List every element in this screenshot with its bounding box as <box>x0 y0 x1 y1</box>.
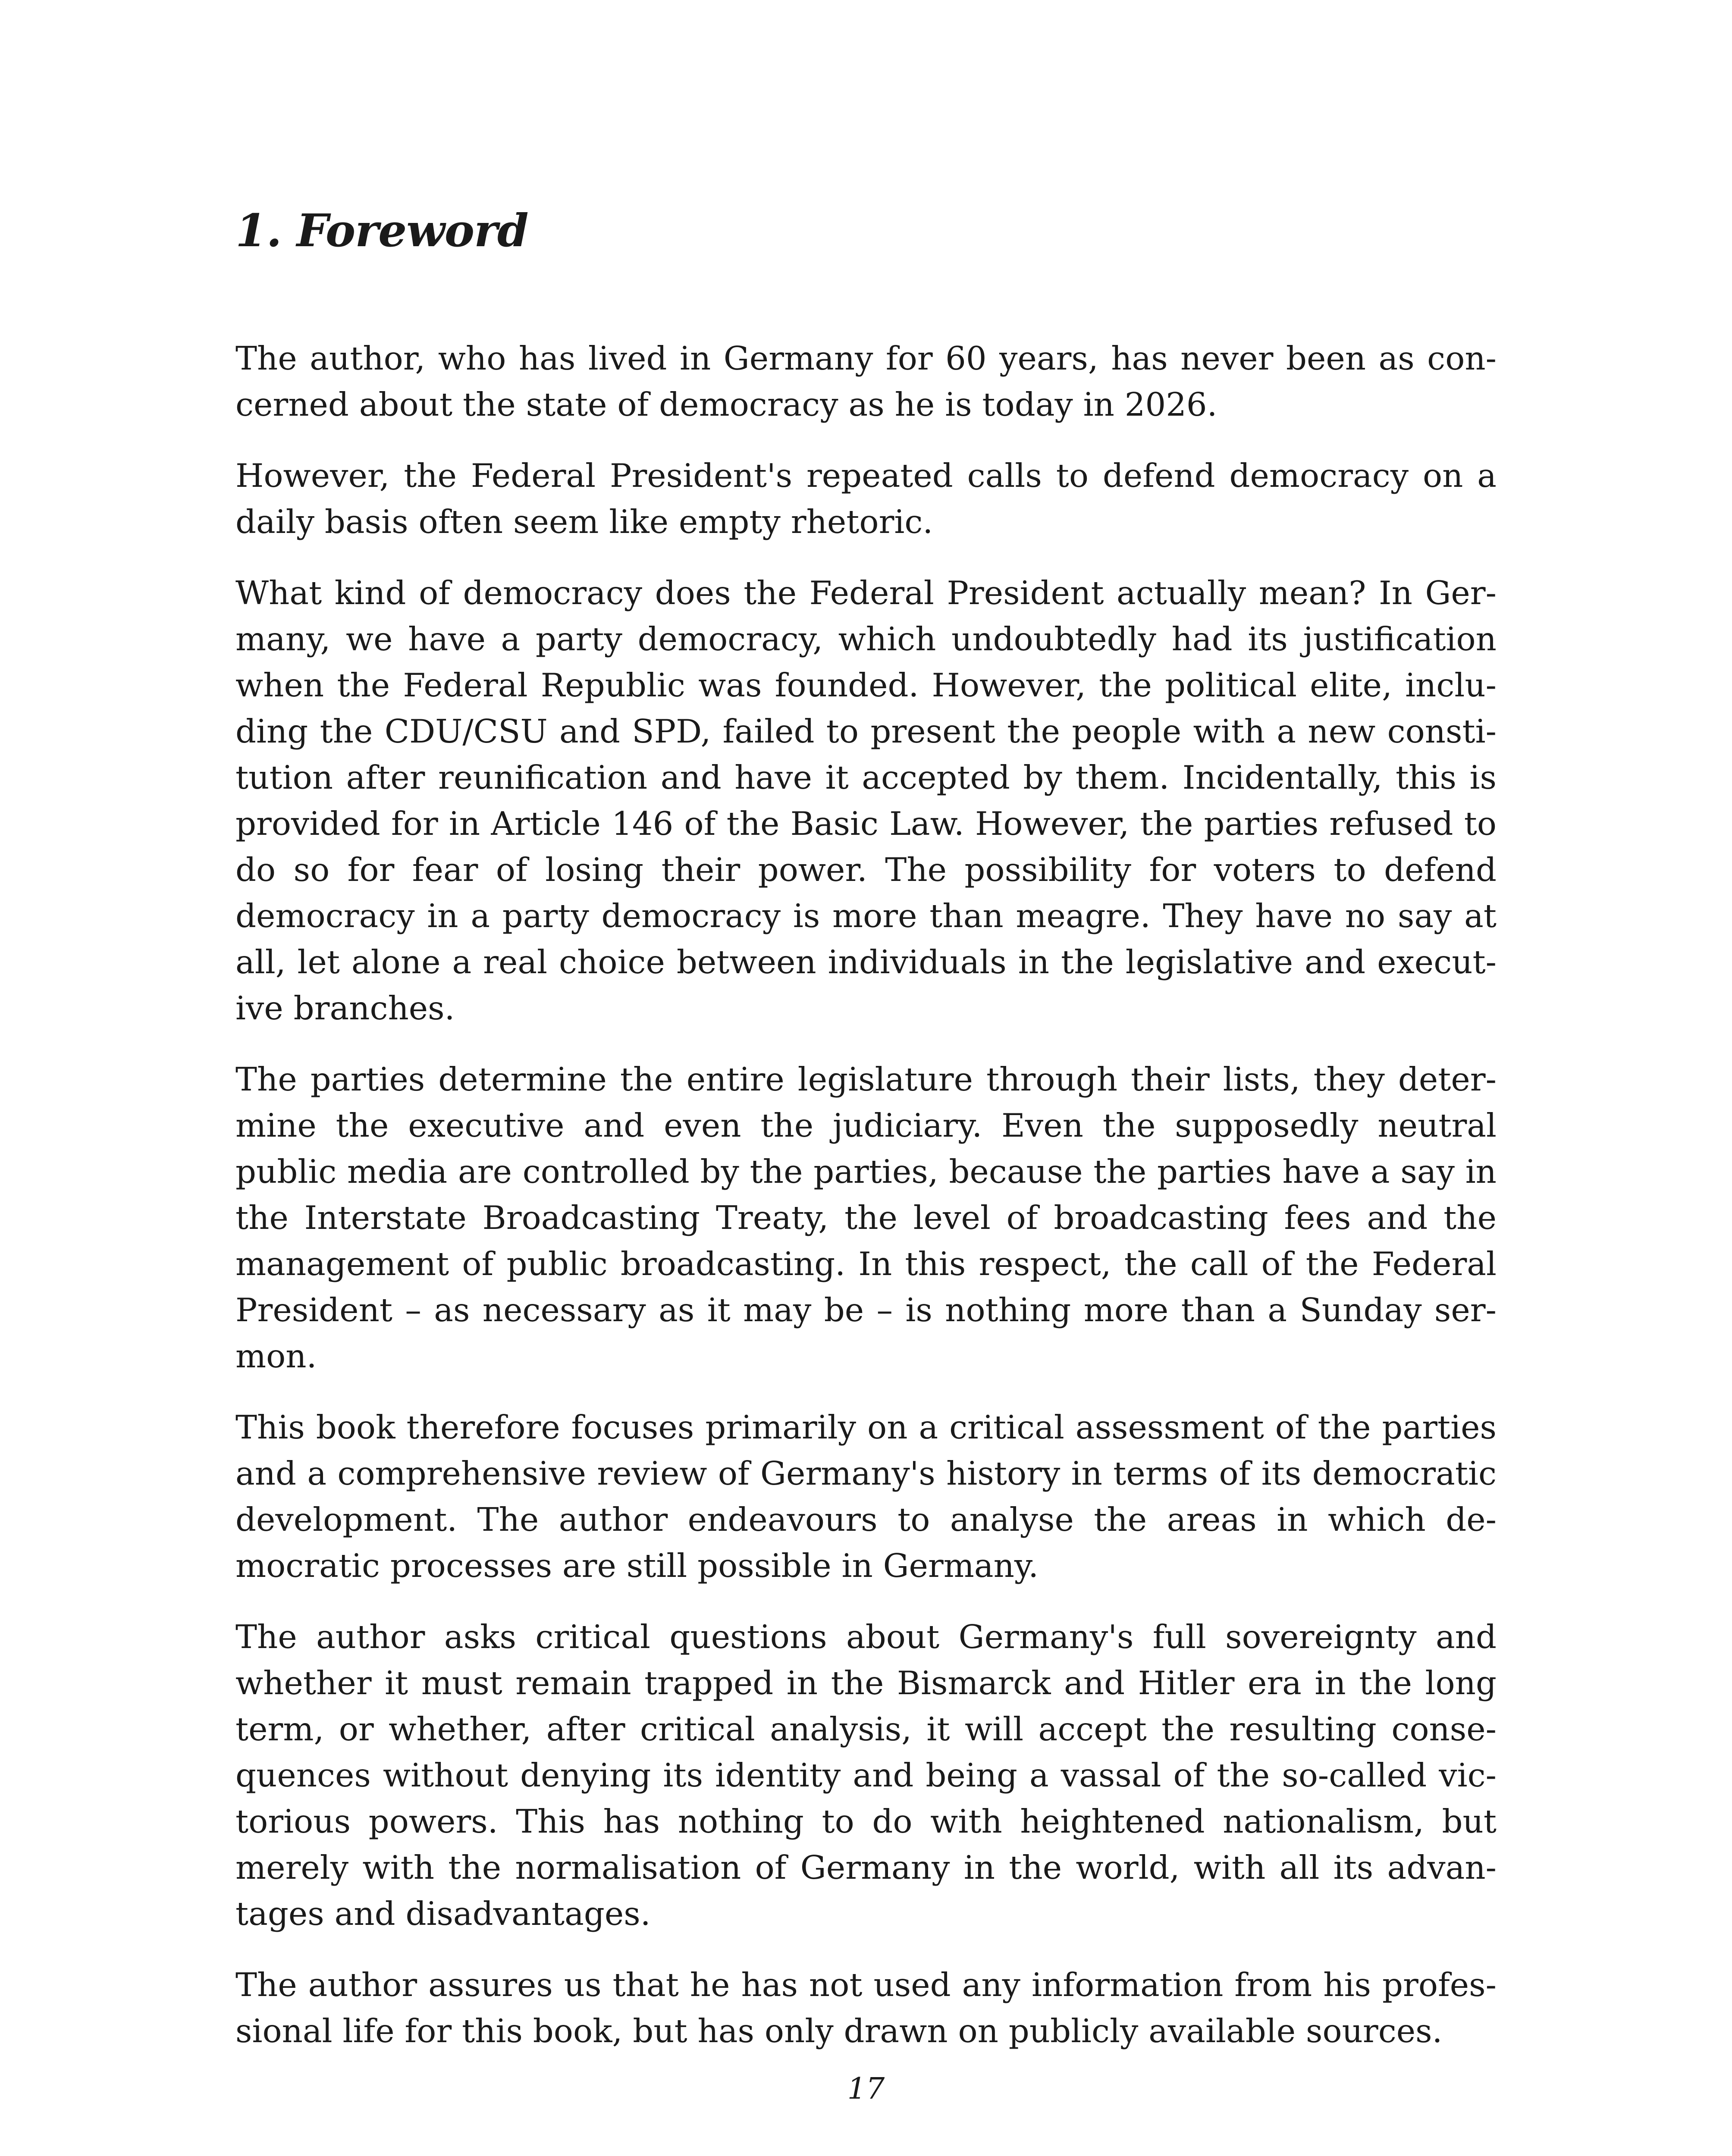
paragraph-3: What kind of democracy does the Federal President actually mean? In Germany, we have a party democracy, which undoubtedly had its justification when the Federal Republic was founded. However, the political elite, including the CDU/CSU and SPD, failed to present the people with a new constitution after reunification and have it accepted by them. Incidentally, this is provided for in Article 146 of the Basic Law. However, the parties refused to do so for fear of losing their power. The possibility for voters to defend democracy in a party democracy is more than meagre. They have no say at all, let alone a real choice between individuals in the legislative and executive branches. <box>235 574 1497 1027</box>
paragraph-5: This book therefore focuses primarily on a critical assessment of the parties and a comprehensive review of Germany's history in terms of its democratic development. The author endeavours to analyse the areas in which democratic processes are still possible in Germany. <box>235 1408 1497 1585</box>
paragraph-7: The author assures us that he has not used any information from his professional life for this book, but has only drawn on publicly available sources. <box>235 1966 1497 2050</box>
paragraph-1: The author, who has lived in Germany for 60 years, has never been as concerned about the state of democracy as he is today in 2026. <box>235 339 1497 423</box>
page-number: 17 <box>847 2072 885 2106</box>
paragraph-4: The parties determine the entire legislature through their lists, they determine the executive and even the judiciary. Even the supposedly neutral public media are controlled by the parties, because the parties have a say in the Interstate Broadcasting Treaty, the level of broadcasting fees and the management of public broadcasting. In this respect, the call of the Federal President – as necessary as it may be – is nothing more than a Sunday sermon. <box>235 1060 1497 1375</box>
paragraph-2: However, the Federal President's repeated calls to defend democracy on a daily basis often seem like empty rhetoric. <box>235 457 1497 541</box>
chapter-body <box>235 335 1497 2054</box>
chapter-heading: 1. Foreword <box>235 204 528 257</box>
paragraph-6: The author asks critical questions about Germany's full sovereignty and whether it must remain trapped in the Bismarck and Hitler era in the long term, or whether, after critical analysis, it will accept the resulting consequences without denying its identity and being a vassal of the so-called victorious powers. This has nothing to do with heightened nationalism, but merely with the normalisation of Germany in the world, with all its advantages and disadvantages. <box>235 1618 1497 1933</box>
page-content <box>235 203 1497 2079</box>
